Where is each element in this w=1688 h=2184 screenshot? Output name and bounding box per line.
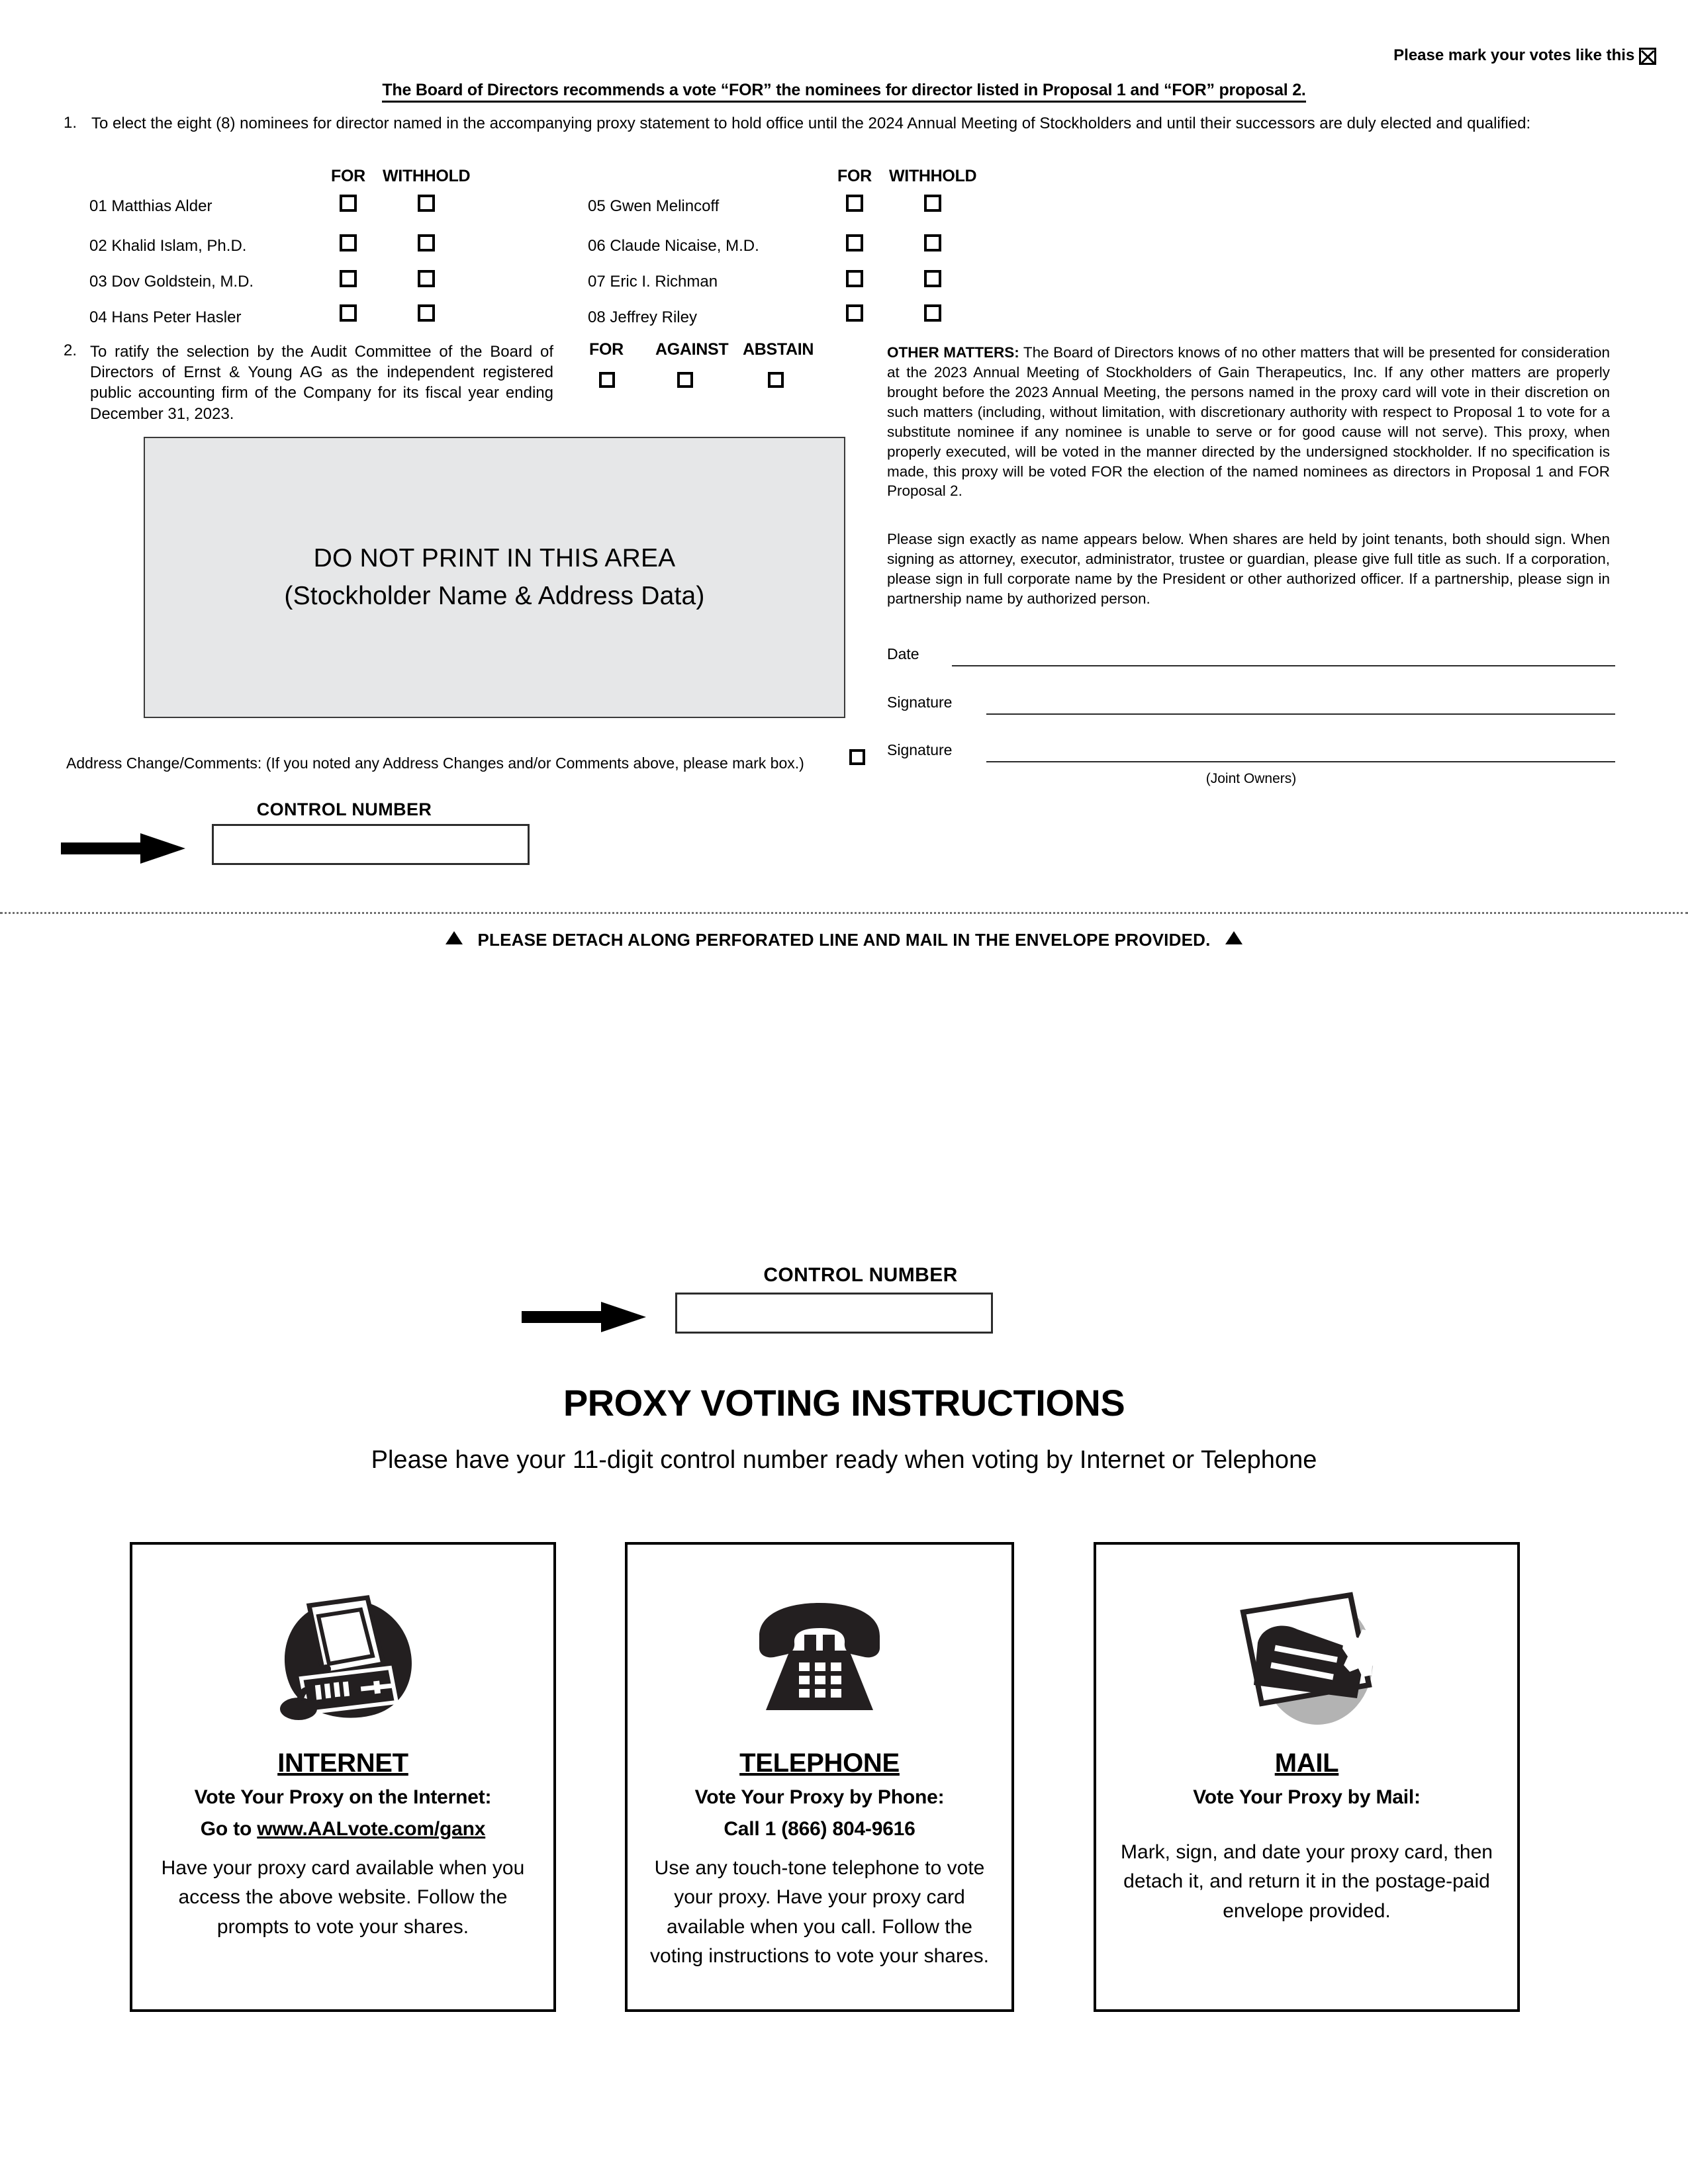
nominee-08-name: 08 Jeffrey Riley: [588, 308, 697, 326]
detach-instruction-text: PLEASE DETACH ALONG PERFORATED LINE AND MAIL IN THE ENVELOPE PROVIDED.: [477, 930, 1211, 950]
nominee-04-for-checkbox[interactable]: [340, 304, 357, 322]
date-input-line[interactable]: [952, 665, 1615, 666]
perforated-divider: [0, 912, 1688, 914]
nominee-04-name: 04 Hans Peter Hasler: [89, 308, 242, 326]
p2-for-checkbox[interactable]: [599, 372, 615, 388]
internet-action[interactable]: [201, 1818, 485, 1841]
nominee-03-for-checkbox[interactable]: [340, 270, 357, 287]
p1-right-withhold-header: WITHHOLD: [889, 167, 977, 185]
nominee-06-withhold-checkbox[interactable]: [924, 234, 941, 251]
page-subtitle: Please have your 11-digit control number ready when voting by Internet or Telephone: [371, 1446, 1317, 1474]
telephone-heading: TELEPHONE: [739, 1749, 900, 1778]
signature-input-line[interactable]: [986, 713, 1615, 715]
mail-subheading: Vote Your Proxy by Mail:: [1193, 1786, 1421, 1808]
do-not-print-line-2: (Stockholder Name & Address Data): [284, 581, 705, 610]
board-recommendation: [0, 81, 1688, 100]
internet-action-prefix: Go to: [200, 1818, 258, 1840]
address-change-label: Address Change/Comments: (If you noted any Address Changes and/or Comments above, please mark box.): [66, 754, 804, 772]
p2-against-checkbox[interactable]: [677, 372, 693, 388]
date-label: Date: [887, 645, 919, 662]
page-title: PROXY VOTING INSTRUCTIONS: [563, 1382, 1125, 1424]
other-matters-heading: OTHER MATTERS:: [887, 344, 1019, 361]
proposal-1-number: 1.: [64, 114, 77, 132]
p1-left-for-header: FOR: [331, 167, 365, 185]
nominee-02-withhold-checkbox[interactable]: [418, 234, 435, 251]
nominee-07-name: 07 Eric I. Richman: [588, 273, 718, 291]
nominee-05-name: 05 Gwen Melincoff: [588, 197, 720, 215]
nominee-03-name: 03 Dov Goldstein, M.D.: [89, 273, 254, 291]
right-arrow-icon-stub: [522, 1304, 646, 1330]
detach-instruction: [0, 930, 1688, 950]
internet-heading: INTERNET: [277, 1749, 408, 1778]
nominee-04-withhold-checkbox[interactable]: [418, 304, 435, 322]
telephone-voting-box[interactable]: [625, 1542, 1014, 2012]
proposal-2-number: 2.: [64, 341, 77, 359]
p2-for-header: FOR: [589, 340, 624, 359]
control-number-card-label: CONTROL NUMBER: [256, 799, 432, 819]
telephone-number[interactable]: Call 1 (866) 804-9616: [724, 1818, 915, 1840]
proposal-2-text: To ratify the selection by the Audit Committee of the Board of Directors of Ernst & Young AG as the independent registered public accounting firm of the Company for its fiscal year ending December 31, 2023.: [90, 343, 553, 423]
nominee-08-withhold-checkbox[interactable]: [924, 304, 941, 322]
stockholder-address-placeholder-panel: [144, 437, 845, 718]
signature-label: Signature: [887, 694, 953, 711]
telephone-subheading: Vote Your Proxy by Phone:: [694, 1786, 945, 1808]
mail-voting-box[interactable]: [1094, 1542, 1520, 2012]
control-number-stub-input[interactable]: [675, 1293, 993, 1334]
internet-body-text: Have your proxy card available when you access the above website. Follow the prompts to vote your shares.: [161, 1857, 525, 1938]
internet-subheading: Vote Your Proxy on the Internet:: [194, 1786, 492, 1808]
nominee-02-for-checkbox[interactable]: [340, 234, 357, 251]
signature2-label: Signature: [887, 741, 953, 758]
telephone-icon: [743, 1579, 896, 1745]
do-not-print-line-1: DO NOT PRINT IN THIS AREA: [313, 543, 676, 572]
right-arrow-icon: [61, 835, 185, 862]
control-number-stub-label: CONTROL NUMBER: [763, 1264, 958, 1286]
mark-votes-label: Please mark your votes like this: [1393, 46, 1635, 64]
p2-abstain-checkbox[interactable]: [768, 372, 784, 388]
nominee-02-name: 02 Khalid Islam, Ph.D.: [89, 237, 247, 255]
p1-right-for-header: FOR: [837, 167, 872, 185]
nominee-05-withhold-checkbox[interactable]: [924, 195, 941, 212]
other-matters-body: The Board of Directors knows of no other matters that will be presented for consideration at the 2023 Annual Meeting of Stockholders of Gain Therapeutics, Inc. If any other matters are properly brought before the 2023 Annual Meeting, the persons named in the proxy card will vote in their discretion on such matters (including, without limitation, with discretionary authority with respect to Proposal 1 to vote for a substitute nominee if any nominee is unable to serve or for good cause will not serve). This proxy, when properly executed, will be voted in the manner directed by the undersigned stockholder. If no specification is made, this proxy will be voted FOR the election of the named nominees as directors in Proposal 1 and FOR Proposal 2.: [887, 344, 1610, 500]
proposal-1-text: To elect the eight (8) nominees for director named in the accompanying proxy statement to hold office until the 2024 Annual Meeting of Stockholders and until their successors are duly elected and qualified:: [91, 114, 1531, 132]
mail-heading: MAIL: [1274, 1749, 1339, 1778]
x-in-box-icon: [1639, 48, 1656, 65]
nominee-08-for-checkbox[interactable]: [846, 304, 863, 322]
computer-icon: [260, 1579, 426, 1745]
up-triangle-icon-left: [445, 931, 463, 944]
envelope-icon: [1221, 1579, 1393, 1745]
nominee-06-for-checkbox[interactable]: [846, 234, 863, 251]
internet-url-link[interactable]: www.AALvote.com/ganx: [257, 1818, 486, 1840]
nominee-05-for-checkbox[interactable]: [846, 195, 863, 212]
nominee-01-withhold-checkbox[interactable]: [418, 195, 435, 212]
board-recommendation-text: The Board of Directors recommends a vote “FOR” the nominees for director listed in Proposal 1 and “FOR” proposal 2.: [382, 81, 1305, 103]
p2-abstain-header: ABSTAIN: [743, 340, 814, 359]
telephone-body-text: Use any touch-tone telephone to vote your proxy. Have your proxy card available when you call. Follow the voting instructions to vote your shares.: [650, 1857, 989, 1968]
nominee-06-name: 06 Claude Nicaise, M.D.: [588, 237, 759, 255]
mail-body-text: Mark, sign, and date your proxy card, then detach it, and return it in the postage-paid envelope provided.: [1121, 1841, 1493, 1922]
mark-votes-instruction: [1393, 46, 1656, 65]
other-matters-paragraph: [887, 343, 1610, 501]
control-number-card-input[interactable]: [212, 824, 530, 865]
p2-against-header: AGAINST: [655, 340, 729, 359]
address-change-checkbox[interactable]: [849, 749, 865, 765]
nominee-07-for-checkbox[interactable]: [846, 270, 863, 287]
up-triangle-icon-right: [1225, 931, 1243, 944]
signature2-input-line[interactable]: [986, 761, 1615, 762]
joint-owners-label: (Joint Owners): [1205, 771, 1297, 786]
nominee-07-withhold-checkbox[interactable]: [924, 270, 941, 287]
p1-left-withhold-header: WITHHOLD: [383, 167, 471, 185]
nominee-01-name: 01 Matthias Alder: [89, 197, 212, 215]
address-change-row: [66, 754, 900, 772]
internet-voting-box[interactable]: [130, 1542, 556, 2012]
nominee-03-withhold-checkbox[interactable]: [418, 270, 435, 287]
nominee-01-for-checkbox[interactable]: [340, 195, 357, 212]
signing-instructions-paragraph: Please sign exactly as name appears below. When shares are held by joint tenants, both should sign. When signing as attorney, executor, administrator, trustee or guardian, please give full title as such. If a corporation, please sign in full corporate name by the President or other authorized officer. If a partnership, please sign in partnership name by authorized person.: [887, 531, 1610, 607]
